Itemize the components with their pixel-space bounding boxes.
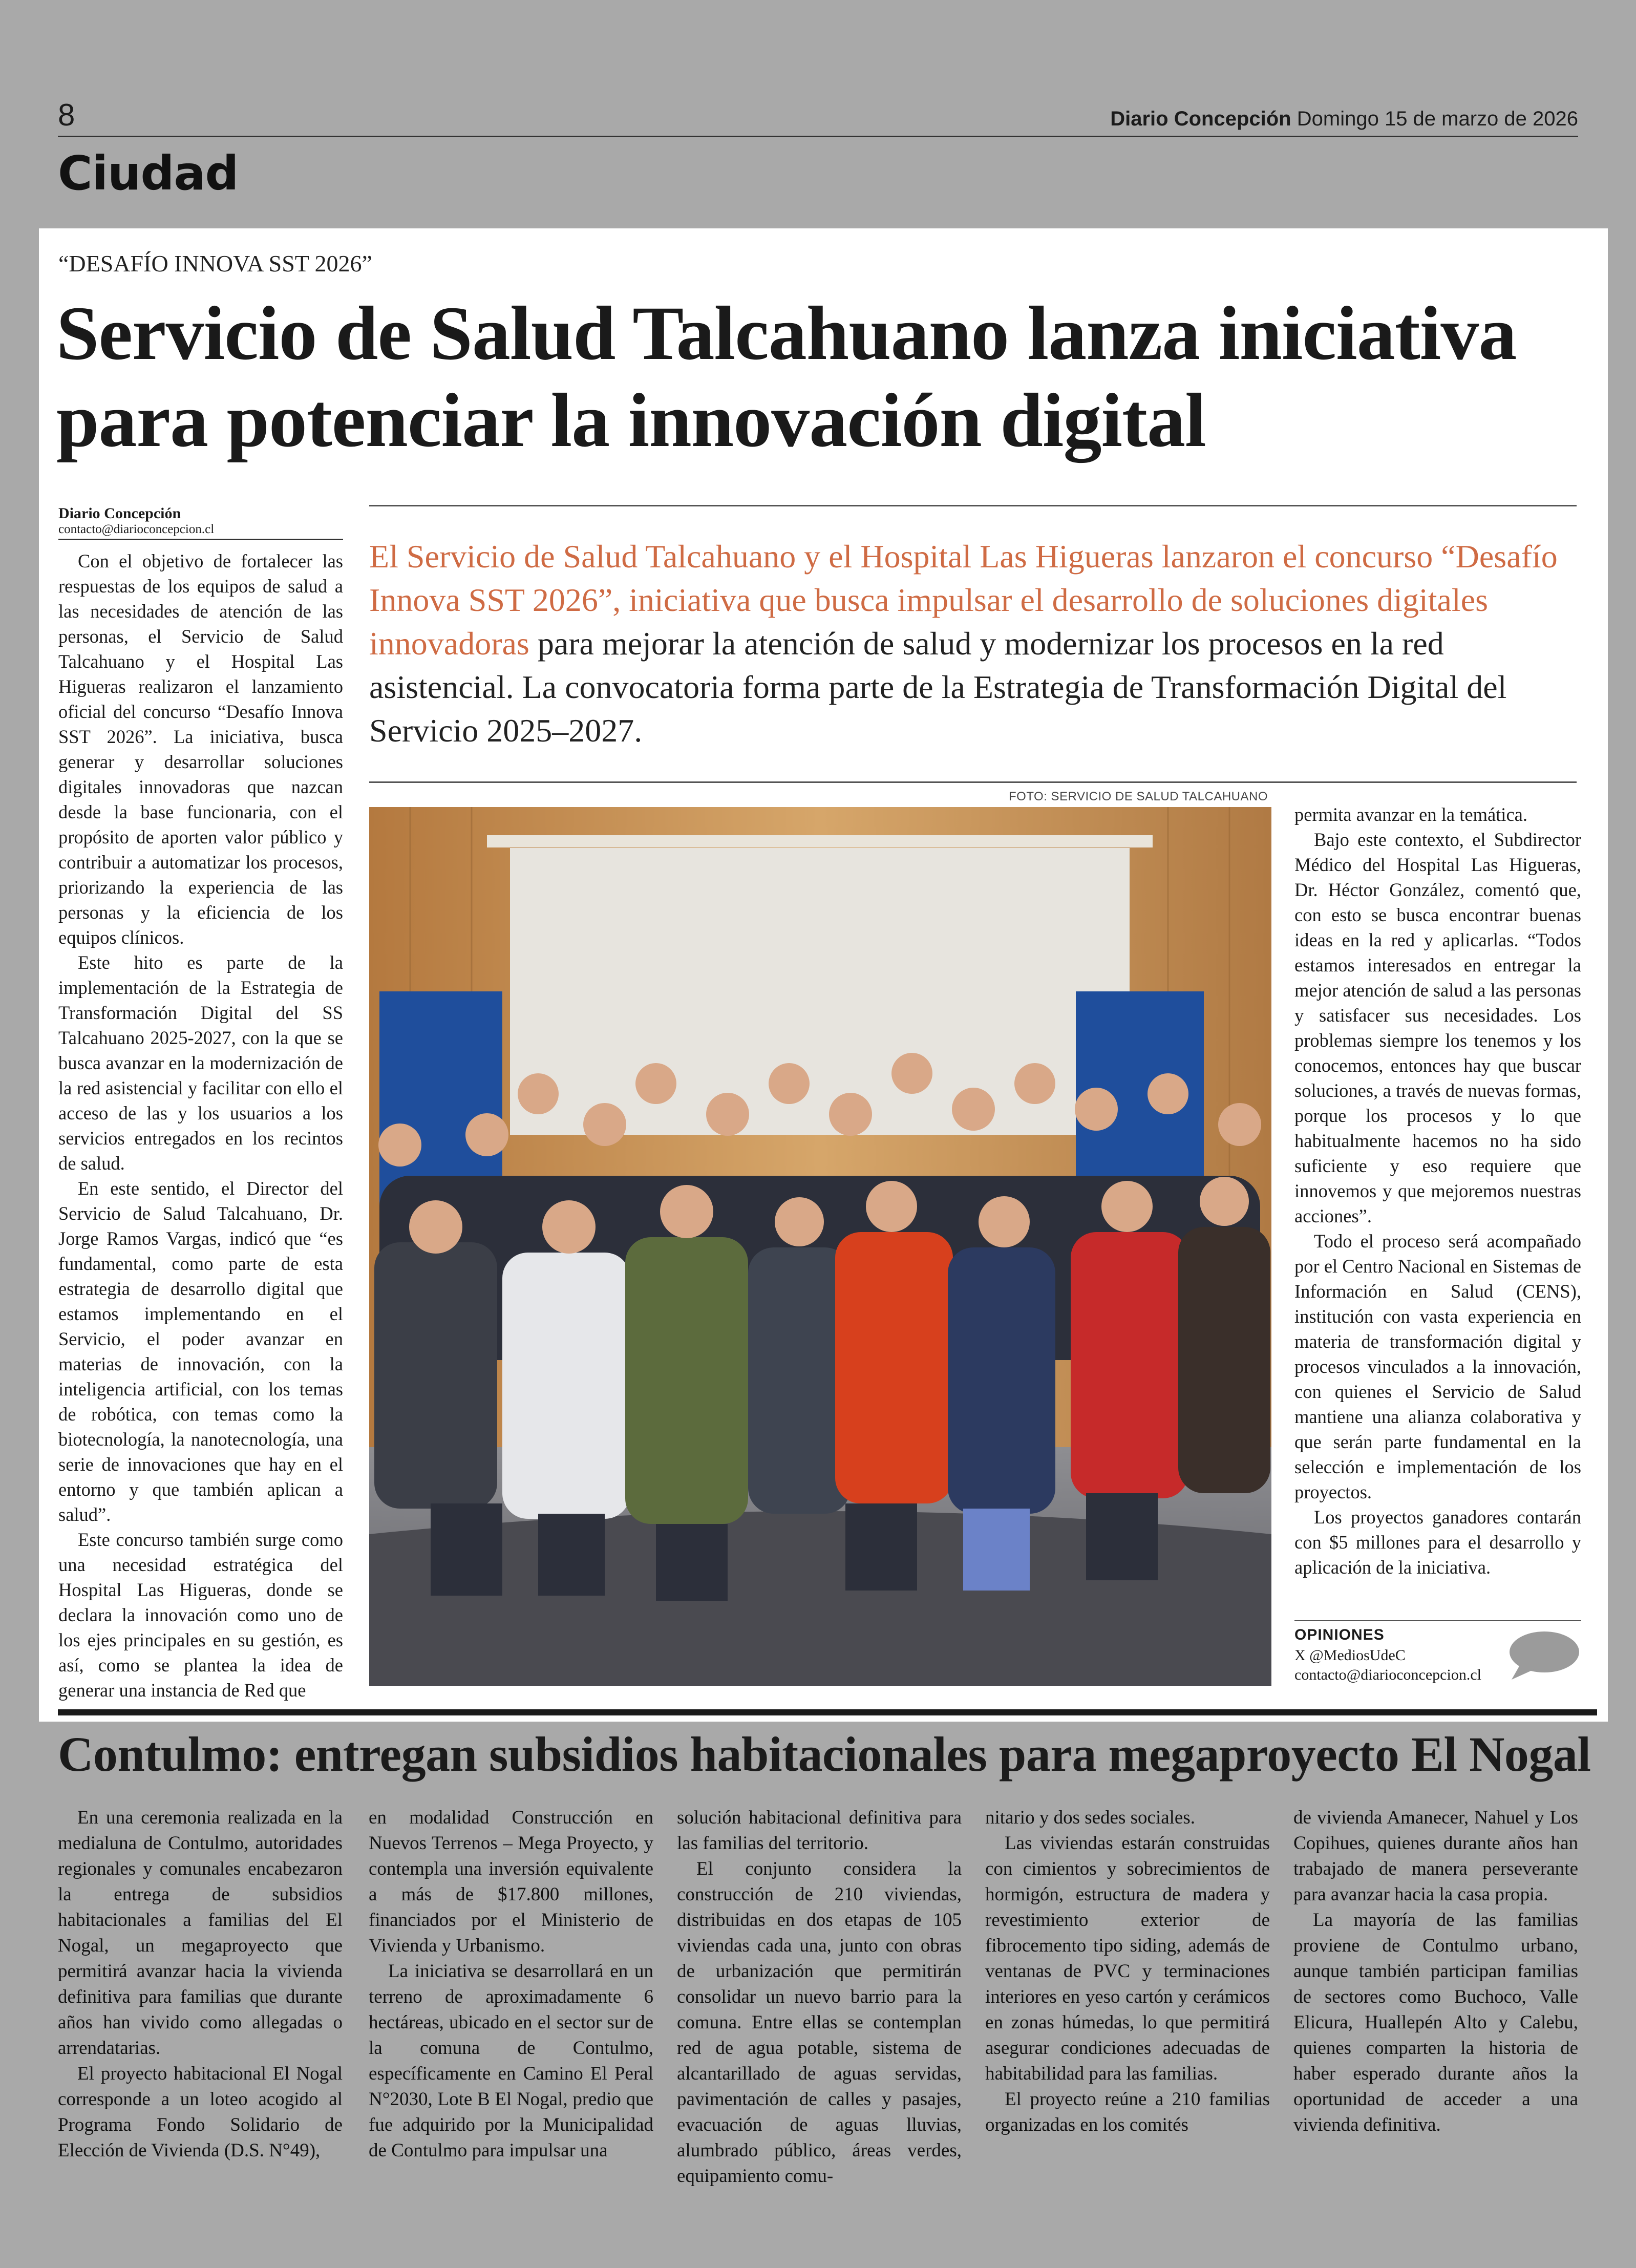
paragraph-continuation: de vivienda Amanecer, Nahuel y Los Copihues, quienes durante años han trabajado de manera perseverante para avanzar hacia la casa propia. bbox=[1293, 1807, 1578, 1905]
group-photo bbox=[369, 807, 1271, 1686]
paragraph: En una ceremonia realizada en la medialuna de Contulmo, autoridades regionales y comunales encabezaron la entrega de subsidios habitacionales a familias del El Nogal, un megaproyecto que permitirá avanzar hacia la vivienda definitiva para familias que durante años han vivido como allegadas o arrendatarias. bbox=[58, 1807, 343, 2059]
opiniones-rule bbox=[1294, 1620, 1581, 1621]
paragraph: Este concurso también surge como una necesidad estratégica del Hospital Las Higueras, donde se declara la innovación como uno de los ejes principales en su gestión, es así, como se plantea la idea de generar una instancia de Red que bbox=[58, 1529, 343, 1701]
paragraph: Todo el proceso será acompañado por el Centro Nacional en Sistemas de Información en Salud (CENS), institución con vasta experiencia en materia de transformación digital y procesos vinculados a la innovación, con quienes el Servicio de Salud mantiene una alianza colaborativa y que serán parte fundamental en la selección e implementación de los proyectos. bbox=[1294, 1231, 1581, 1502]
paragraph: La mayoría de las familias proviene de Contulmo urbano, aunque también participan familias de sectores como Buchoco, Valle Elicura, Huallepén Alto y Calebu, quienes comparten la historia de haber esperado durante años la oportunidad de acceder a una vivienda definitiva. bbox=[1293, 1910, 1578, 2135]
header-rule bbox=[58, 136, 1578, 137]
lead-rule-bottom bbox=[369, 781, 1577, 783]
group-photo-illustration bbox=[369, 807, 1271, 1686]
paragraph: Bajo este contexto, el Subdirector Médico del Hospital Las Higueras, Dr. Héctor González, comentó que, con esto se busca encontrar buenas ideas en la red y aplicarlas. “Todos estamos interesados en entregar la mejor atención de salud a las personas y satisfacer sus necesidades. Los problemas siempre los tenemos y los conocemos, entonces hay que buscar soluciones, a través de nuevas formas, porque los procesos y lo que habitualmente hacemos no ha sido suficiente y eso requiere que innovemos y que mejoremos nuestras acciones”. bbox=[1294, 829, 1581, 1226]
photo-credit: FOTO: SERVICIO DE SALUD TALCAHUANO bbox=[1009, 790, 1268, 803]
speech-bubble-icon bbox=[1504, 1630, 1581, 1684]
paragraph: Las viviendas estarán construidas con cimientos y sobrecimientos de hormigón, estructura de madera y revestimiento exterior de fibrocemento tipo siding, además de ventanas de PVC y terminaciones interiores en yeso cartón y cerámicos en zonas húmedas, lo que permitirá asegurar condiciones adecuadas de habitabilidad para las familias. bbox=[985, 1833, 1270, 2084]
paragraph: El proyecto habitacional El Nogal corresponde a un loteo acogido al Programa Fondo Solidario de Elección de Vivienda (D.S. N°49), bbox=[58, 2063, 343, 2161]
headline-bold: Servicio de Salud Talcahuano lanza iniciativa bbox=[56, 291, 1517, 376]
paragraph-continuation: permita avanzar en la temática. bbox=[1294, 804, 1527, 825]
lead-rule-top bbox=[369, 505, 1577, 506]
headline-regular: para potenciar la innovación digital bbox=[56, 378, 1206, 463]
opiniones-title: OPINIONES bbox=[1294, 1626, 1385, 1643]
left-text-column bbox=[58, 548, 343, 1706]
section-title: Ciudad bbox=[58, 146, 239, 201]
paragraph: Este hito es parte de la implementación de la Estrategia de Transformación Digital del SS Talcahuano 2025-2027, con la que se busca avanzar en la modernización de la red asistencial y facilitar con ello el acceso de las y los usuarios a los servicios entregados en los recintos de salud. bbox=[58, 952, 343, 1174]
publication-date: Domingo 15 de marzo de 2026 bbox=[1297, 108, 1578, 130]
article-kicker: “DESAFÍO INNOVA SST 2026” bbox=[58, 250, 372, 277]
section-divider bbox=[58, 1709, 1597, 1715]
byline-rule bbox=[58, 539, 343, 540]
paragraph: Los proyectos ganadores contarán con $5 millones para el desarrollo y aplicación de la iniciativa. bbox=[1294, 1507, 1581, 1578]
paragraph: El proyecto reúne a 210 familias organizadas en los comités bbox=[985, 2089, 1270, 2135]
main-article bbox=[39, 228, 1608, 1722]
lead-highlight: El Servicio de Salud Talcahuano y el Hospital Las Higueras lanzaron el concurso “Desafío Innova SST 2026”, iniciativa que busca impulsar el desarrollo de soluciones digitales innovadoras bbox=[369, 538, 1558, 662]
second-article-headline: Contulmo: entregan subsidios habitacionales para megaproyecto El Nogal bbox=[58, 1727, 1591, 1782]
paragraph-continuation: nitario y dos sedes sociales. bbox=[985, 1807, 1195, 1828]
byline-email: contacto@diarioconcepcion.cl bbox=[58, 522, 215, 536]
paragraph: La iniciativa se desarrollará en un terreno de aproximadamente 6 hectáreas, ubicado en el sector sur de la comuna de Contulmo, específicamente en Camino El Peral N°2030, Lote B El Nogal, predio que fue adquirido por la Municipalidad de Contulmo para impulsar una bbox=[369, 1961, 653, 2161]
second-article-column-2 bbox=[369, 1805, 653, 2164]
second-article-column-1 bbox=[58, 1805, 343, 2164]
paragraph-continuation: solución habitacional definitiva para las familias del territorio. bbox=[677, 1807, 962, 1854]
paragraph-continuation: en modalidad Construcción en Nuevos Terrenos – Mega Proyecto, y contempla una inversión equivalente a más de $17.800 millones, financiados por el Ministerio de Vivienda y Urbanismo. bbox=[369, 1807, 653, 1956]
second-article-column-5 bbox=[1293, 1805, 1578, 2138]
opiniones-email[interactable]: contacto@diarioconcepcion.cl bbox=[1294, 1666, 1481, 1683]
right-text-column bbox=[1294, 802, 1581, 1580]
article-headline bbox=[56, 290, 1592, 464]
opiniones-handle[interactable]: X @MediosUdeC bbox=[1294, 1647, 1406, 1664]
masthead bbox=[1110, 108, 1578, 131]
publication-name: Diario Concepción bbox=[1110, 108, 1291, 130]
article-lead bbox=[369, 535, 1588, 752]
second-article-column-4 bbox=[985, 1805, 1270, 2138]
paragraph: Con el objetivo de fortalecer las respuestas de los equipos de salud a las necesidades de atención de las personas, el Servicio de Salud Talcahuano y el Hospital Las Higueras realizaron el lanzamiento oficial del concurso “Desafío Innova SST 2026”. La iniciativa, busca generar y desarrollar soluciones digitales innovadoras que nazcan desde la base funcionaria, con el propósito de aporten valor público y contribuir a automatizar los procesos, priorizando la experiencia de las personas y la eficiencia de los equipos clínicos. bbox=[58, 550, 343, 948]
page-number: 8 bbox=[58, 98, 75, 132]
lead-rest: para mejorar la atención de salud y modernizar los procesos en la red asistencial. La convocatoria forma parte de la Estrategia de Transformación Digital del Servicio 2025–2027. bbox=[369, 625, 1507, 749]
byline-name: Diario Concepción bbox=[58, 505, 181, 522]
paragraph: El conjunto considera la construcción de 210 viviendas, distribuidas en dos etapas de 105 viviendas cada una, junto con obras de urbanización que permitirán consolidar un nuevo barrio para la comuna. Entre ellas se contemplan red de agua potable, sistema de alcantarillado de aguas servidas, pavimentación de calles y pasajes, evacuación de aguas lluvias, alumbrado público, áreas verdes, equipamiento comu- bbox=[677, 1858, 962, 2187]
paragraph: En este sentido, el Director del Servicio de Salud Talcahuano, Dr. Jorge Ramos Vargas, indicó que “es fundamental, como parte de esta estrategia de desarrollo digital que estamos implementando en el Servicio, el poder avanzar en materias de innovación, con la inteligencia artificial, con los temas de robótica, con temas como la biotecnología, la nanotecnología, una serie de innovaciones que hay en el entorno y que también aplican a salud”. bbox=[58, 1178, 343, 1525]
second-article-column-3 bbox=[677, 1805, 962, 2189]
